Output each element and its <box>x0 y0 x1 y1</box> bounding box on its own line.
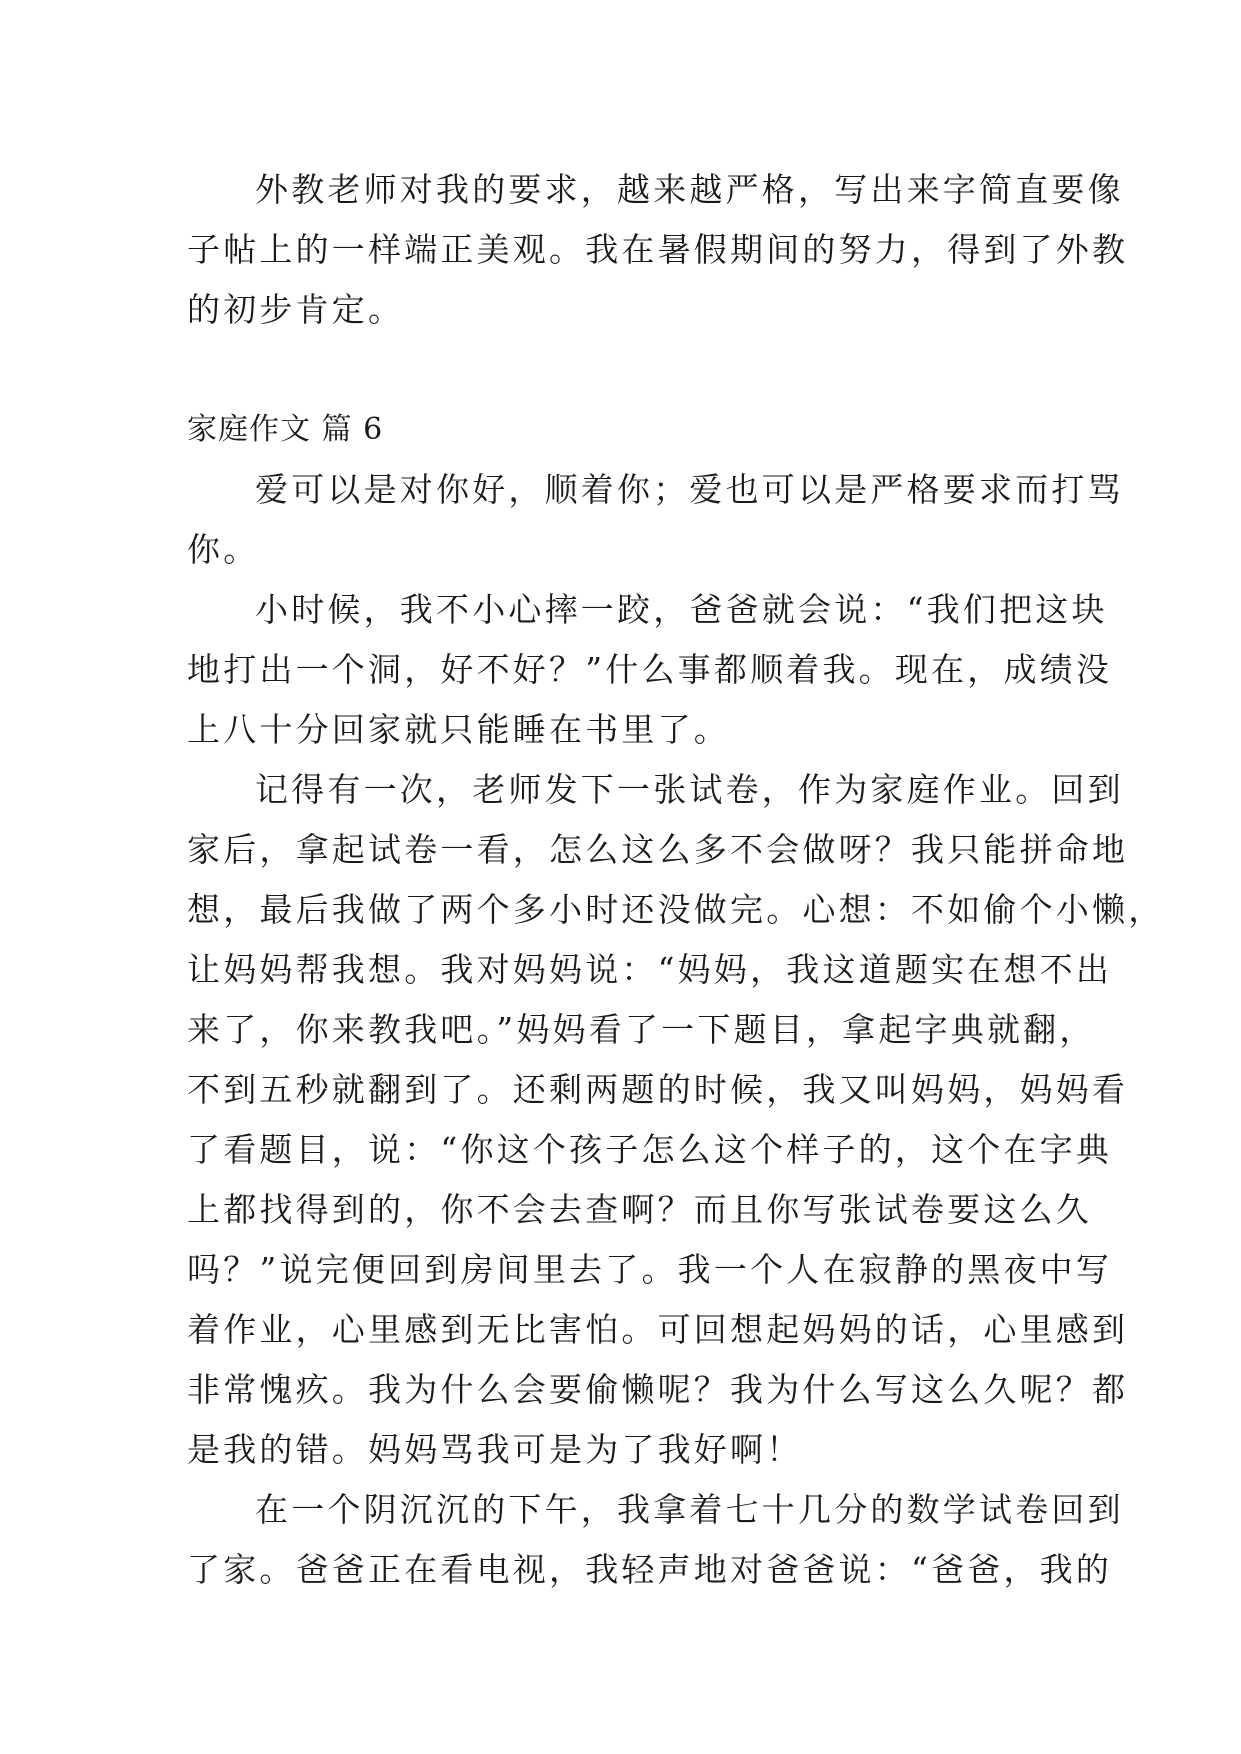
text-line: 想，最后我做了两个多小时还没做完。心想：不如偷个小懒， <box>187 890 1165 929</box>
paragraph-3 <box>187 760 1165 1480</box>
intro-paragraph <box>187 160 1129 340</box>
text-line: 记得有一次，老师发下一张试卷，作为家庭作业。回到 <box>255 770 1124 809</box>
text-line: 吗？”说完便回到房间里去了。我一个人在寂静的黑夜中写 <box>187 1250 1113 1289</box>
text-line: 在一个阴沉沉的下午，我拿着七十几分的数学试卷回到 <box>255 1490 1124 1529</box>
document-body <box>187 160 1165 1600</box>
paragraph-1 <box>187 460 1124 580</box>
section-heading: 家庭作文 篇 6 <box>187 412 384 447</box>
text-line: 爱可以是对你好，顺着你；爱也可以是严格要求而打骂 <box>255 470 1124 509</box>
text-line: 子帖上的一样端正美观。我在暑假期间的努力，得到了外教 <box>187 230 1129 269</box>
text-line: 是我的错。妈妈骂我可是为了我好啊！ <box>187 1430 803 1469</box>
text-line: 了看题目，说：“你这个孩子怎么这个样子的，这个在字典 <box>187 1130 1113 1169</box>
paragraph-4 <box>187 1480 1124 1600</box>
text-line: 地打出一个洞，好不好？”什么事都顺着我。现在，成绩没 <box>187 650 1113 689</box>
text-line: 了家。爸爸正在看电视，我轻声地对爸爸说：“爸爸，我的 <box>187 1550 1113 1589</box>
text-line: 你。 <box>187 530 260 569</box>
text-line: 外教老师对我的要求，越来越严格，写出来字简直要像 <box>255 170 1124 209</box>
text-line: 着作业，心里感到无比害怕。可回想起妈妈的话，心里感到 <box>187 1310 1129 1349</box>
text-line: 上都找得到的，你不会去查啊？而且你写张试卷要这么久 <box>187 1190 1092 1229</box>
text-line: 的初步肯定。 <box>187 290 405 329</box>
paragraph-2 <box>187 580 1113 760</box>
text-line: 非常愧疚。我为什么会要偷懒呢？我为什么写这么久呢？都 <box>187 1370 1129 1409</box>
text-line: 来了，你来教我吧。”妈妈看了一下题目，拿起字典就翻， <box>187 1010 1096 1049</box>
text-line: 不到五秒就翻到了。还剩两题的时候，我又叫妈妈，妈妈看 <box>187 1070 1129 1109</box>
text-line: 上八十分回家就只能睡在书里了。 <box>187 710 730 749</box>
text-line: 家后，拿起试卷一看，怎么这么多不会做呀？我只能拼命地 <box>187 830 1129 869</box>
text-line: 小时候，我不小心摔一跤，爸爸就会说：“我们把这块 <box>255 590 1108 629</box>
text-line: 让妈妈帮我想。我对妈妈说：“妈妈，我这道题实在想不出 <box>187 950 1113 989</box>
